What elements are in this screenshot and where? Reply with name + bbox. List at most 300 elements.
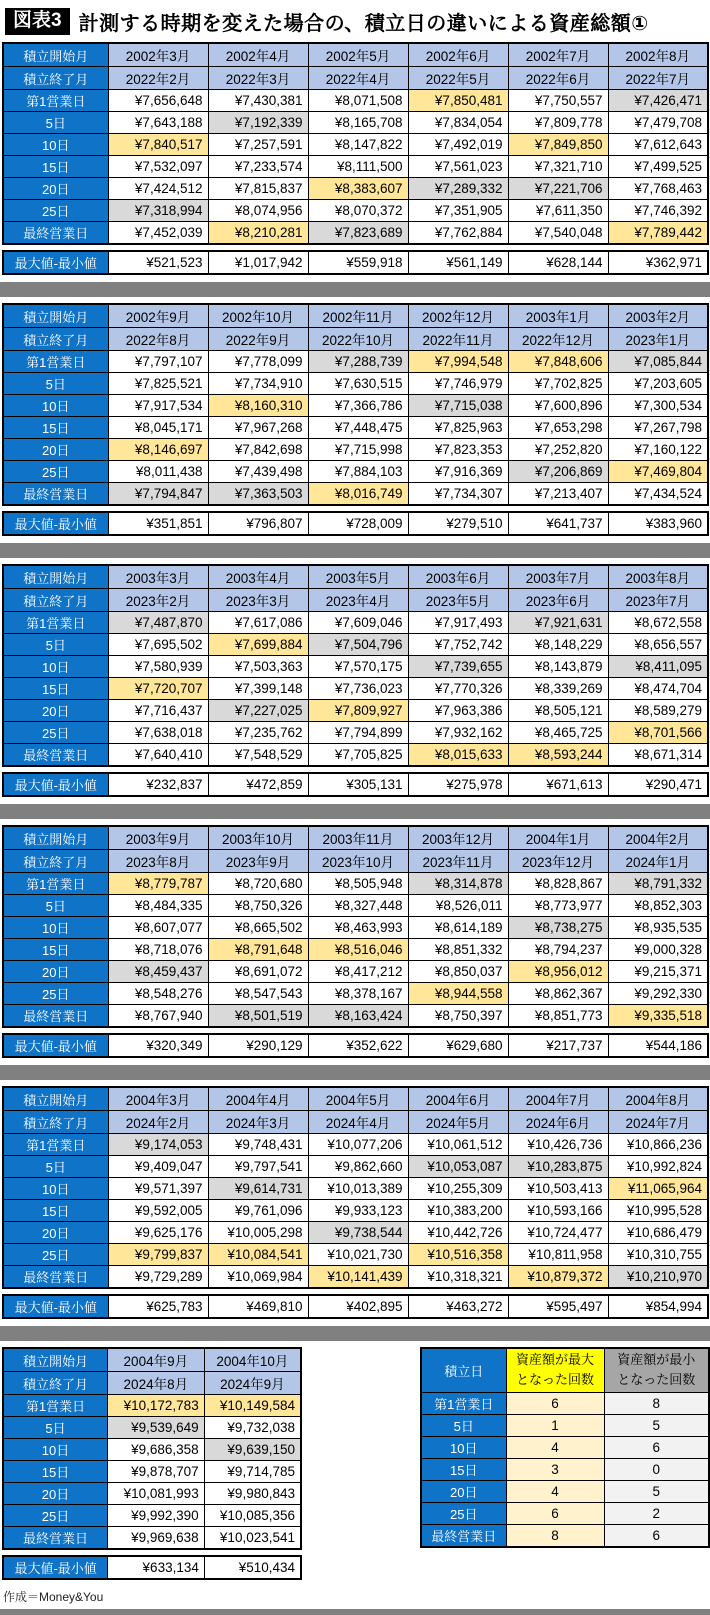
end-month-cell: 2024年1月 [608,850,708,873]
asset-value-cell-max: ¥7,840,517 [108,134,208,156]
summary-row-label: 15日 [421,1458,506,1480]
asset-value-cell: ¥7,752,742 [408,634,508,656]
maxmin-value-cell: ¥275,978 [408,773,508,796]
asset-value-cell: ¥7,884,103 [308,461,408,483]
asset-value-cell: ¥7,716,437 [108,700,208,722]
asset-value-cell: ¥8,720,680 [208,873,308,895]
asset-value-cell: ¥7,609,046 [308,612,408,634]
asset-value-cell: ¥8,505,948 [308,873,408,895]
end-month-cell: 2024年8月 [107,1372,204,1395]
asset-value-cell-max: ¥7,848,606 [508,351,608,373]
asset-value-cell: ¥7,734,910 [208,373,308,395]
asset-value-cell-min: ¥9,738,544 [308,1222,408,1244]
row-header-day: 5日 [3,1417,107,1439]
maxmin-value-cell: ¥728,009 [308,512,408,535]
asset-value-cell: ¥7,762,884 [408,222,508,245]
row-header-maxmin: 最大値-最小値 [3,1556,108,1579]
asset-value-cell-max: ¥8,015,633 [408,744,508,767]
row-header-day: 15日 [3,1461,107,1483]
start-month-cell: 2003年7月 [508,565,608,589]
asset-value-cell: ¥7,705,825 [308,744,408,767]
row-header-maxmin: 最大値-最小値 [3,1295,108,1318]
row-header-day: 25日 [3,461,108,483]
summary-row-label: 25日 [421,1502,506,1524]
asset-value-cell-min: ¥7,289,332 [408,178,508,200]
asset-value-cell: ¥7,653,298 [508,417,608,439]
maxmin-value-cell: ¥671,613 [508,773,608,796]
end-month-cell: 2022年3月 [208,67,308,90]
row-header-day: 25日 [3,983,108,1005]
asset-value-cell: ¥10,992,824 [608,1156,708,1178]
asset-value-cell: ¥9,878,707 [107,1461,204,1483]
asset-value-cell: ¥10,318,321 [408,1266,508,1289]
maxmin-value-cell: ¥633,134 [108,1556,205,1579]
asset-value-cell-min: ¥9,539,649 [107,1417,204,1439]
asset-value-cell-max: ¥8,593,244 [508,744,608,767]
asset-value-cell: ¥7,300,534 [608,395,708,417]
row-header-day: 5日 [3,634,108,656]
asset-value-cell: ¥8,828,867 [508,873,608,895]
asset-value-cell: ¥10,503,413 [508,1178,608,1200]
asset-value-cell-max: ¥8,160,310 [208,395,308,417]
start-month-cell: 2002年6月 [408,43,508,67]
asset-value-cell: ¥8,526,011 [408,895,508,917]
row-header-day: 10日 [3,1439,107,1461]
asset-value-cell: ¥9,625,176 [108,1222,208,1244]
maxmin-value-cell: ¥796,807 [208,512,308,535]
asset-value-cell-min: ¥8,738,275 [508,917,608,939]
asset-value-cell-min: ¥7,823,689 [308,222,408,245]
asset-value-cell-max: ¥10,879,372 [508,1266,608,1289]
row-header-day: 最終営業日 [3,744,108,767]
end-month-cell: 2022年12月 [508,328,608,351]
asset-value-cell: ¥8,143,879 [508,656,608,678]
asset-value-cell: ¥8,165,708 [308,112,408,134]
asset-value-cell: ¥10,593,166 [508,1200,608,1222]
asset-value-cell: ¥8,718,076 [108,939,208,961]
asset-value-cell: ¥8,547,543 [208,983,308,1005]
start-month-cell: 2004年9月 [107,1348,204,1372]
asset-value-cell-max: ¥10,149,584 [204,1395,301,1417]
asset-value-cell-min: ¥7,206,869 [508,461,608,483]
asset-value-cell: ¥7,768,463 [608,178,708,200]
row-header-end-month: 積立終了月 [3,850,108,873]
summary-label-header: 積立日 [421,1348,506,1392]
asset-value-cell: ¥7,267,798 [608,417,708,439]
bottom-separator-band [0,1609,710,1615]
summary-min-count: 5 [604,1414,709,1436]
maxmin-value-cell: ¥641,737 [508,512,608,535]
maxmin-value-cell: ¥290,129 [208,1034,308,1057]
end-month-cell: 2022年6月 [508,67,608,90]
asset-value-cell: ¥8,852,303 [608,895,708,917]
asset-value-cell: ¥7,430,381 [208,90,308,112]
asset-value-cell: ¥7,540,048 [508,222,608,245]
asset-value-cell-min: ¥8,163,424 [308,1005,408,1028]
asset-value-cell: ¥9,714,785 [204,1461,301,1483]
row-header-day: 10日 [3,656,108,678]
asset-value-cell: ¥7,611,350 [508,200,608,222]
asset-value-cell: ¥9,761,096 [208,1200,308,1222]
asset-value-cell-min: ¥7,426,471 [608,90,708,112]
start-month-cell: 2004年1月 [508,826,608,850]
asset-value-cell: ¥7,823,353 [408,439,508,461]
row-header-day: 20日 [3,178,108,200]
asset-value-cell: ¥8,935,535 [608,917,708,939]
start-month-cell: 2004年2月 [608,826,708,850]
asset-value-cell-max: ¥8,956,012 [508,961,608,983]
asset-value-cell: ¥8,773,977 [508,895,608,917]
start-month-cell: 2003年12月 [408,826,508,850]
row-header-day: 15日 [3,156,108,178]
asset-value-cell: ¥9,980,843 [204,1483,301,1505]
asset-value-cell-max: ¥8,779,787 [108,873,208,895]
start-month-cell: 2004年4月 [208,1087,308,1111]
asset-value-cell-min: ¥9,639,150 [204,1439,301,1461]
summary-min-header: 資産額が最小 となった回数 [604,1348,709,1392]
asset-value-cell: ¥7,643,188 [108,112,208,134]
asset-value-cell: ¥8,548,276 [108,983,208,1005]
maxmin-value-cell: ¥383,960 [608,512,708,535]
asset-value-cell: ¥7,548,529 [208,744,308,767]
asset-value-cell: ¥8,794,237 [508,939,608,961]
maxmin-value-cell: ¥362,971 [608,251,708,274]
start-month-cell: 2003年11月 [308,826,408,850]
asset-value-cell: ¥10,069,984 [208,1266,308,1289]
end-month-cell: 2023年1月 [608,328,708,351]
asset-value-cell: ¥10,255,309 [408,1178,508,1200]
asset-value-cell: ¥8,474,704 [608,678,708,700]
asset-value-cell: ¥8,691,072 [208,961,308,983]
row-header-day: 最終営業日 [3,1005,108,1028]
asset-value-cell: ¥10,081,993 [107,1483,204,1505]
end-month-cell: 2022年11月 [408,328,508,351]
asset-value-cell: ¥7,656,648 [108,90,208,112]
asset-value-cell: ¥7,439,498 [208,461,308,483]
row-header-day: 10日 [3,1178,108,1200]
row-header-maxmin: 最大値-最小値 [3,512,108,535]
start-month-cell: 2004年10月 [204,1348,301,1372]
row-header-day: 第1営業日 [3,351,108,373]
asset-value-cell: ¥7,424,512 [108,178,208,200]
asset-value-cell: ¥7,734,307 [408,483,508,506]
asset-value-cell: ¥7,916,369 [408,461,508,483]
asset-block-4 [0,825,710,1058]
summary-max-count: 4 [506,1480,604,1502]
maxmin-value-cell: ¥352,622 [308,1034,408,1057]
row-header-day: 15日 [3,417,108,439]
asset-value-cell: ¥7,434,524 [608,483,708,506]
asset-value-cell: ¥7,746,392 [608,200,708,222]
maxmin-table [2,1555,302,1580]
asset-value-cell: ¥7,399,148 [208,678,308,700]
asset-block-2 [0,303,710,536]
maxmin-value-cell: ¥510,434 [204,1556,301,1579]
maxmin-value-cell: ¥472,859 [208,773,308,796]
row-header-end-month: 積立終了月 [3,1372,107,1395]
maxmin-value-cell: ¥595,497 [508,1295,608,1318]
maxmin-table [2,250,709,275]
asset-value-cell: ¥10,426,736 [508,1134,608,1156]
asset-value-cell-min: ¥10,053,087 [408,1156,508,1178]
asset-value-cell: ¥8,484,335 [108,895,208,917]
asset-value-cell: ¥7,351,905 [408,200,508,222]
asset-value-cell: ¥8,011,438 [108,461,208,483]
maxmin-value-cell: ¥629,680 [408,1034,508,1057]
row-header-end-month: 積立終了月 [3,67,108,90]
end-month-cell: 2024年5月 [408,1111,508,1134]
asset-value-cell: ¥8,327,448 [308,895,408,917]
asset-value-cell: ¥10,995,528 [608,1200,708,1222]
asset-value-cell-min: ¥8,314,878 [408,873,508,895]
asset-value-cell-max: ¥11,065,964 [608,1178,708,1200]
row-header-start-month: 積立開始月 [3,43,108,67]
maxmin-value-cell: ¥320,349 [108,1034,208,1057]
asset-value-cell: ¥7,257,591 [208,134,308,156]
start-month-cell: 2003年4月 [208,565,308,589]
bottom-section [0,1347,710,1580]
asset-block-5 [0,1086,710,1319]
asset-value-cell: ¥7,532,097 [108,156,208,178]
summary-max-count: 8 [506,1524,604,1547]
end-month-cell: 2023年12月 [508,850,608,873]
asset-value-cell-min: ¥7,221,706 [508,178,608,200]
separator-band [0,282,710,297]
start-month-cell: 2002年7月 [508,43,608,67]
asset-value-cell: ¥8,671,314 [608,744,708,767]
asset-value-cell: ¥9,729,289 [108,1266,208,1289]
asset-value-cell: ¥7,917,493 [408,612,508,634]
row-header-day: 20日 [3,1222,108,1244]
asset-value-cell: ¥7,825,963 [408,417,508,439]
maxmin-value-cell: ¥628,144 [508,251,608,274]
asset-value-cell: ¥7,612,643 [608,134,708,156]
asset-value-cell-min: ¥7,739,655 [408,656,508,678]
asset-value-cell: ¥8,147,822 [308,134,408,156]
asset-value-cell: ¥8,465,725 [508,722,608,744]
asset-value-cell-max: ¥8,210,281 [208,222,308,245]
row-header-day: 第1営業日 [3,1134,108,1156]
asset-value-cell-max: ¥10,084,541 [208,1244,308,1266]
maxmin-value-cell: ¥559,918 [308,251,408,274]
asset-value-cell: ¥7,746,979 [408,373,508,395]
start-month-cell: 2004年7月 [508,1087,608,1111]
asset-block-1 [0,42,710,275]
asset-table [2,42,709,245]
asset-value-cell: ¥8,750,326 [208,895,308,917]
maxmin-value-cell: ¥469,810 [208,1295,308,1318]
asset-value-cell-min: ¥7,318,994 [108,200,208,222]
asset-table [2,564,709,767]
asset-value-cell: ¥7,963,386 [408,700,508,722]
start-month-cell: 2002年10月 [208,304,308,328]
asset-value-cell: ¥7,213,407 [508,483,608,506]
separator-band [0,1065,710,1080]
summary-row-label: 第1営業日 [421,1392,506,1414]
asset-value-cell: ¥10,442,726 [408,1222,508,1244]
maxmin-value-cell: ¥544,186 [608,1034,708,1057]
asset-value-cell: ¥7,695,502 [108,634,208,656]
asset-value-cell: ¥10,077,206 [308,1134,408,1156]
asset-value-cell: ¥7,797,107 [108,351,208,373]
maxmin-value-cell: ¥217,737 [508,1034,608,1057]
start-month-cell: 2003年3月 [108,565,208,589]
asset-value-cell: ¥8,074,956 [208,200,308,222]
asset-value-cell: ¥7,499,525 [608,156,708,178]
asset-value-cell: ¥7,932,162 [408,722,508,744]
asset-value-cell: ¥10,085,356 [204,1505,301,1527]
asset-value-cell: ¥7,770,326 [408,678,508,700]
asset-value-cell: ¥9,969,638 [107,1527,204,1550]
start-month-cell: 2003年1月 [508,304,608,328]
end-month-cell: 2022年5月 [408,67,508,90]
start-month-cell: 2003年9月 [108,826,208,850]
asset-value-cell: ¥10,866,236 [608,1134,708,1156]
asset-value-cell-min: ¥8,501,519 [208,1005,308,1028]
asset-value-cell: ¥10,023,541 [204,1527,301,1550]
start-month-cell: 2002年12月 [408,304,508,328]
asset-value-cell: ¥8,862,367 [508,983,608,1005]
maxmin-table [2,772,709,797]
asset-value-cell: ¥10,383,200 [408,1200,508,1222]
asset-value-cell-max: ¥10,141,439 [308,1266,408,1289]
asset-value-cell: ¥7,580,939 [108,656,208,678]
summary-min-count: 0 [604,1458,709,1480]
asset-value-cell: ¥9,862,660 [308,1156,408,1178]
row-header-day: 25日 [3,200,108,222]
start-month-cell: 2002年8月 [608,43,708,67]
end-month-cell: 2022年7月 [608,67,708,90]
asset-value-cell: ¥7,825,521 [108,373,208,395]
summary-table [420,1347,710,1548]
asset-value-cell-min: ¥8,411,095 [608,656,708,678]
asset-value-cell: ¥7,967,268 [208,417,308,439]
start-month-cell: 2003年2月 [608,304,708,328]
asset-value-cell: ¥7,736,023 [308,678,408,700]
asset-value-cell: ¥7,479,708 [608,112,708,134]
start-month-cell: 2003年8月 [608,565,708,589]
asset-value-cell: ¥7,321,710 [508,156,608,178]
start-month-cell: 2002年3月 [108,43,208,67]
asset-value-cell: ¥9,732,038 [204,1417,301,1439]
asset-value-cell: ¥9,748,431 [208,1134,308,1156]
asset-value-cell: ¥7,160,122 [608,439,708,461]
summary-max-count: 3 [506,1458,604,1480]
summary-min-count: 8 [604,1392,709,1414]
start-month-cell: 2002年4月 [208,43,308,67]
end-month-cell: 2023年3月 [208,589,308,612]
asset-value-cell: ¥8,378,167 [308,983,408,1005]
asset-value-cell: ¥10,021,730 [308,1244,408,1266]
asset-value-cell: ¥8,850,037 [408,961,508,983]
asset-value-cell-min: ¥7,288,739 [308,351,408,373]
asset-value-cell: ¥9,992,390 [107,1505,204,1527]
row-header-day: 第1営業日 [3,873,108,895]
asset-value-cell: ¥10,724,477 [508,1222,608,1244]
row-header-maxmin: 最大値-最小値 [3,773,108,796]
asset-value-cell-max: ¥7,699,884 [208,634,308,656]
asset-value-cell: ¥10,310,755 [608,1244,708,1266]
end-month-cell: 2022年9月 [208,328,308,351]
start-month-cell: 2002年11月 [308,304,408,328]
asset-value-cell-min: ¥7,085,844 [608,351,708,373]
summary-min-count: 2 [604,1502,709,1524]
asset-value-cell: ¥8,665,502 [208,917,308,939]
summary-section [420,1347,710,1548]
asset-value-cell-min: ¥10,283,875 [508,1156,608,1178]
asset-value-cell: ¥7,815,837 [208,178,308,200]
asset-value-cell-min: ¥7,227,025 [208,700,308,722]
row-header-start-month: 積立開始月 [3,304,108,328]
summary-row-label: 5日 [421,1414,506,1436]
start-month-cell: 2004年5月 [308,1087,408,1111]
end-month-cell: 2022年8月 [108,328,208,351]
maxmin-value-cell: ¥463,272 [408,1295,508,1318]
row-header-day: 15日 [3,1200,108,1222]
asset-value-cell: ¥10,811,958 [508,1244,608,1266]
summary-max-header: 資産額が最大 となった回数 [506,1348,604,1392]
asset-value-cell: ¥7,715,998 [308,439,408,461]
asset-value-cell-min: ¥7,504,796 [308,634,408,656]
summary-row-label: 20日 [421,1480,506,1502]
asset-value-cell: ¥8,589,279 [608,700,708,722]
maxmin-value-cell: ¥290,471 [608,773,708,796]
end-month-cell: 2024年6月 [508,1111,608,1134]
asset-table [2,1347,302,1550]
asset-value-cell: ¥8,417,212 [308,961,408,983]
asset-value-cell: ¥9,933,123 [308,1200,408,1222]
maxmin-value-cell: ¥521,523 [108,251,208,274]
end-month-cell: 2023年5月 [408,589,508,612]
asset-value-cell: ¥10,686,479 [608,1222,708,1244]
asset-value-cell: ¥7,630,515 [308,373,408,395]
asset-value-cell: ¥8,505,121 [508,700,608,722]
asset-value-cell: ¥7,366,786 [308,395,408,417]
end-month-cell: 2023年4月 [308,589,408,612]
asset-value-cell: ¥8,070,372 [308,200,408,222]
start-month-cell: 2003年10月 [208,826,308,850]
row-header-day: 5日 [3,1156,108,1178]
start-month-cell: 2002年5月 [308,43,408,67]
end-month-cell: 2023年11月 [408,850,508,873]
asset-value-cell: ¥7,917,534 [108,395,208,417]
summary-max-count: 6 [506,1392,604,1414]
end-month-cell: 2023年7月 [608,589,708,612]
asset-value-cell-min: ¥9,174,053 [108,1134,208,1156]
asset-value-cell: ¥8,045,171 [108,417,208,439]
asset-value-cell: ¥8,767,940 [108,1005,208,1028]
row-header-start-month: 積立開始月 [3,826,108,850]
end-month-cell: 2022年10月 [308,328,408,351]
row-header-day: 最終営業日 [3,222,108,245]
end-month-cell: 2024年2月 [108,1111,208,1134]
asset-value-cell: ¥7,778,099 [208,351,308,373]
maxmin-value-cell: ¥279,510 [408,512,508,535]
asset-value-cell: ¥8,607,077 [108,917,208,939]
row-header-day: 最終営業日 [3,1266,108,1289]
row-header-day: 10日 [3,395,108,417]
maxmin-value-cell: ¥232,837 [108,773,208,796]
asset-value-cell-max: ¥7,849,850 [508,134,608,156]
row-header-day: 10日 [3,917,108,939]
asset-value-cell: ¥7,702,825 [508,373,608,395]
row-header-day: 20日 [3,439,108,461]
start-month-cell: 2003年5月 [308,565,408,589]
asset-value-cell: ¥7,561,023 [408,156,508,178]
end-month-cell: 2022年4月 [308,67,408,90]
asset-value-cell-max: ¥8,516,046 [308,939,408,961]
row-header-end-month: 積立終了月 [3,328,108,351]
